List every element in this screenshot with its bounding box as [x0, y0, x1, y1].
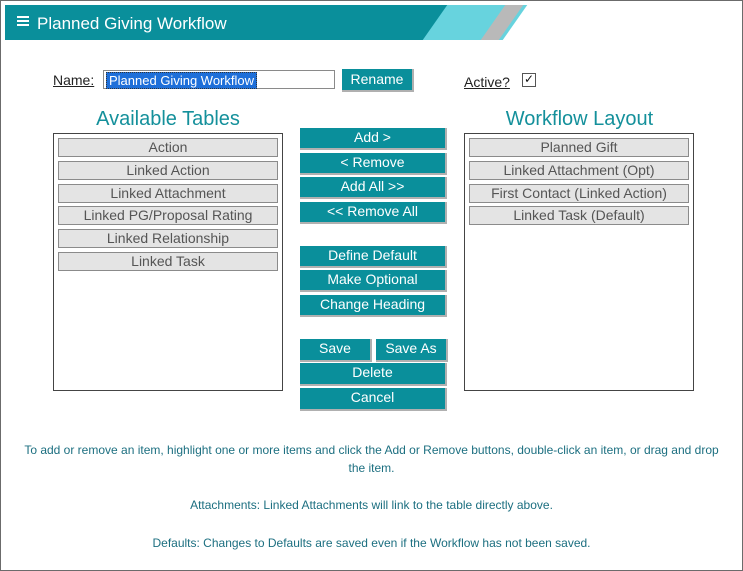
title-bar	[5, 5, 738, 40]
remove-all-button[interactable]: << Remove All	[300, 202, 447, 224]
delete-button[interactable]: Delete	[300, 363, 447, 386]
available-tables-heading: Available Tables	[96, 108, 240, 130]
make-optional-button[interactable]: Make Optional	[300, 270, 447, 292]
save-button[interactable]: Save	[300, 339, 372, 362]
list-item[interactable]: Linked Attachment (Opt)	[469, 161, 689, 180]
window-title: Planned Giving Workflow	[37, 14, 227, 33]
define-default-button[interactable]: Define Default	[300, 246, 447, 268]
rename-button[interactable]: Rename	[342, 69, 414, 92]
name-label-text: Name:	[53, 72, 95, 88]
workflow-layout-heading: Workflow Layout	[505, 108, 654, 130]
title-bar-white-area	[503, 5, 738, 40]
change-heading-button[interactable]: Change Heading	[300, 295, 447, 317]
remove-button[interactable]: < Remove	[300, 153, 447, 175]
list-item[interactable]: Linked Task	[58, 252, 278, 271]
workflow-layout-list[interactable]	[464, 133, 694, 391]
add-all-button[interactable]: Add All >>	[300, 177, 447, 199]
list-item[interactable]: Linked Attachment	[58, 184, 278, 203]
help-text-add-remove: To add or remove an item, highlight one or more items and click the Add or Remove buttons, double-click an item, or drag and drop the item.	[24, 443, 719, 475]
list-item[interactable]: First Contact (Linked Action)	[469, 184, 689, 203]
name-input-value: Planned Giving Workflow	[106, 72, 257, 89]
active-label	[464, 74, 510, 90]
active-label-text: Active?	[464, 74, 510, 90]
help-text-defaults: Defaults: Changes to Defaults are saved even if the Workflow has not been saved.	[152, 536, 591, 550]
list-item[interactable]: Linked Relationship	[58, 229, 278, 248]
name-input[interactable]	[103, 70, 335, 89]
list-item[interactable]: Linked PG/Proposal Rating	[58, 206, 278, 225]
add-button[interactable]: Add >	[300, 128, 447, 150]
list-item[interactable]: Linked Action	[58, 161, 278, 180]
list-icon	[17, 16, 29, 29]
cancel-button[interactable]: Cancel	[300, 388, 447, 411]
name-label	[53, 72, 94, 88]
available-tables-list[interactable]	[53, 133, 283, 391]
list-item[interactable]: Action	[58, 138, 278, 157]
list-item[interactable]: Planned Gift	[469, 138, 689, 157]
active-checkbox[interactable]: ✓	[523, 72, 535, 86]
save-as-button[interactable]: Save As	[376, 339, 448, 362]
list-item[interactable]: Linked Task (Default)	[469, 206, 689, 225]
help-text-attachments: Attachments: Linked Attachments will link to the table directly above.	[190, 498, 553, 512]
